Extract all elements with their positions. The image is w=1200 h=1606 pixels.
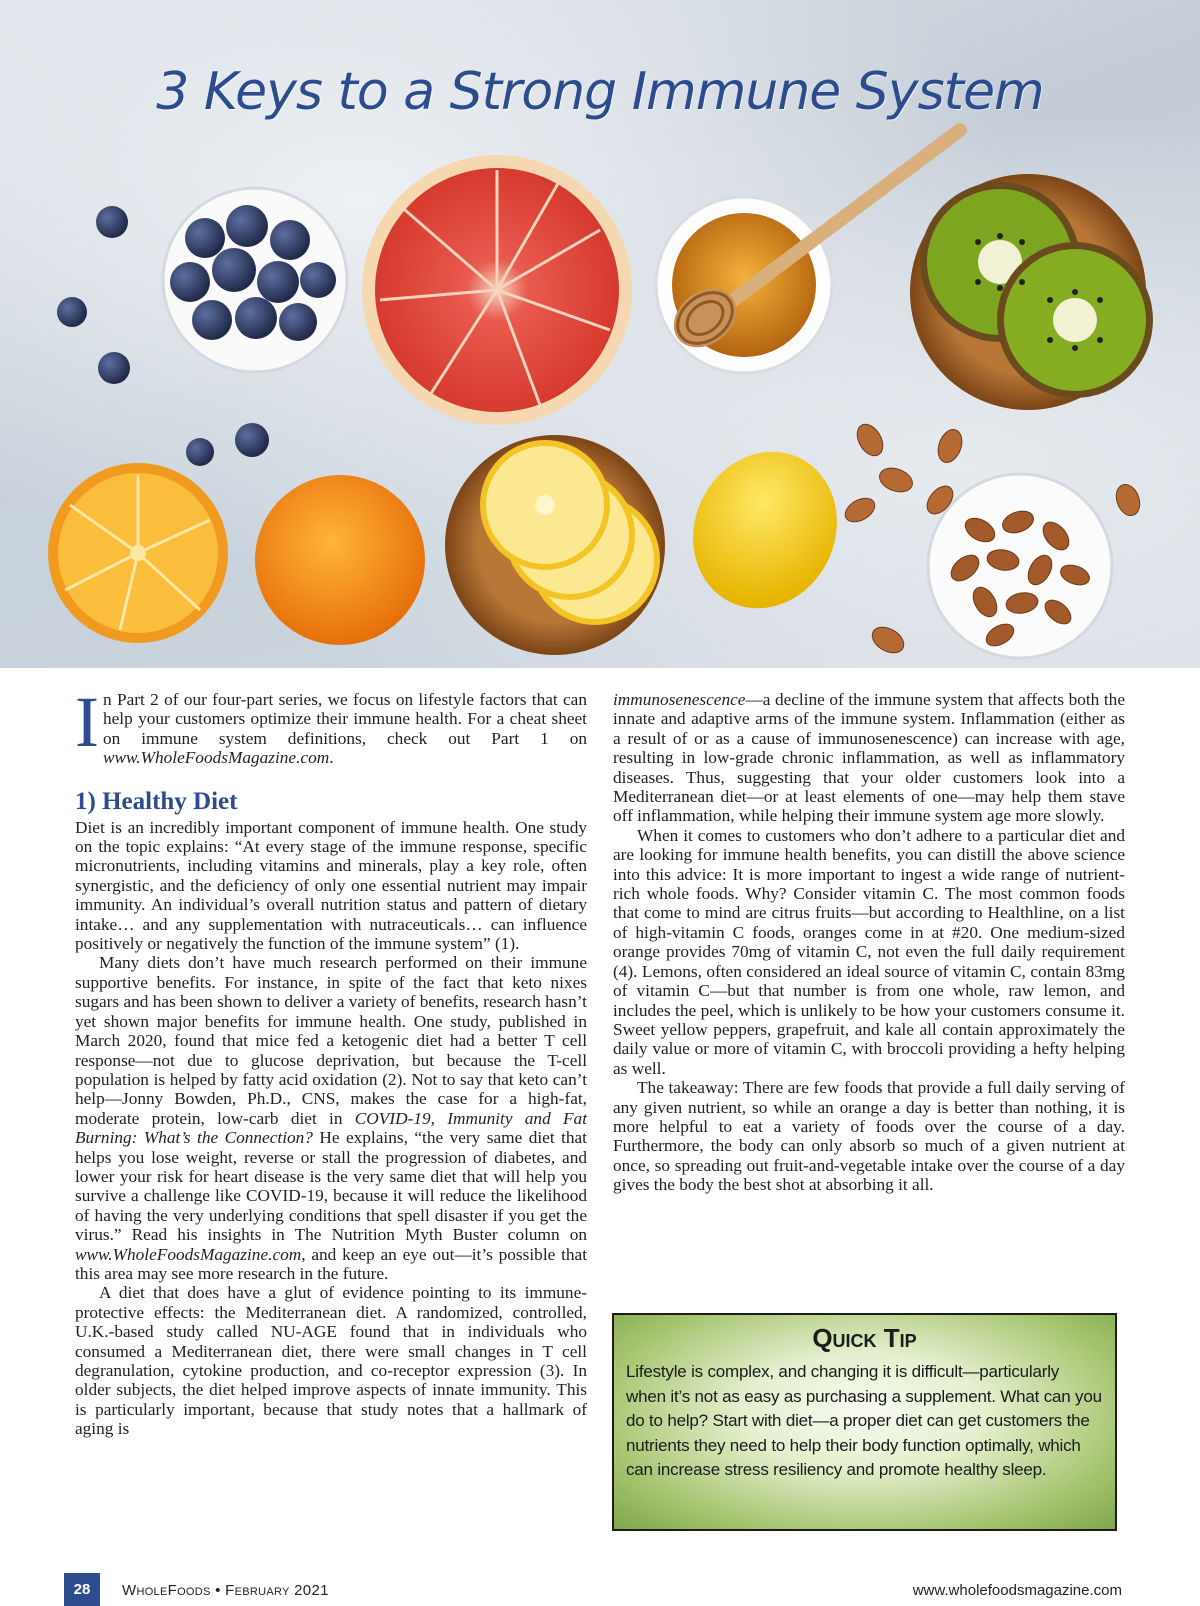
publication-line: WholeFoods • February 2021 <box>122 1582 329 1599</box>
whole-orange <box>255 475 425 645</box>
hero-photo <box>0 0 1200 668</box>
orange-half <box>48 463 228 643</box>
footer-url-link[interactable]: www.wholefoodsmagazine.com <box>912 1582 1122 1599</box>
drop-cap: I <box>75 682 99 762</box>
right-paragraph-1: immunosenescence—a decline of the immune system that affects both the innate and adaptive arms of the immune system. Inflammation (either as a result of or as a cause of immunosenescence) can increase with age, resulting in low-grade chronic inflammation, as well as inflammatory diseases. Thus, suggesting that your older customers look into a Mediterranean diet—or at least elements of one—may help them stave off inflammation, while helping their immune system age more slowly. <box>613 690 1125 826</box>
quick-tip-box <box>612 1313 1117 1531</box>
almond-bowl <box>841 420 1144 658</box>
diet-paragraph-1: Diet is an incredibly important component of immune health. One study on the topic explains: “At every stage of the immune response, specific micronutrients, including vitamins and minerals, play a key role, often synergistic, and the deficiency of only one essential nutrient may impair immunity. An individual’s overall nutrition status and pattern of dietary intake… and any supplementation with nutraceuticals… can influence positively or negatively the function of the immune system” (1). <box>75 817 587 954</box>
diet-paragraph-2: Many diets don’t have much research performed on their immune supportive benefits. For instance, in spite of the fact that keto nixes sugars and has been shown to deliver a variety of benefits, research hasn’t yet shown major benefits for immune health. One study, published in March 2020, found that mice fed a ketogenic diet had a better T cell response—not due to glucose deprivation, but because the T-cell population is helped by fatty acid oxidation (2). Not to say that keto can’t help—Jonny Bowden, Ph.D., CNS, makes the case for a high-fat, moderate protein, low-carb diet in COVID-19, Immunity and Fat Burning: What’s the Connection? He explains, “the very same diet that helps you lose weight, reverse or stall the progression of diabetes, and lower your risk for heart disease is the very same diet that will help you survive a challenge like COVID-19, because it will reduce the likelihood of having the very underlying conditions that spell disaster if you get the virus.” Read his insights in The Nutrition Myth Buster column on www.WholeFoodsMagazine.com, and keep an eye out—it’s possible that this area may see more research in the future. <box>75 953 587 1283</box>
right-paragraph-2: When it comes to customers who don’t adhere to a particular diet and are looking for immune health benefits, you can distill the above science into this advice: It is more important to ingest a wide range of nutrient-rich whole foods. Why? Consider vitamin C. The most common foods that come to mind are citrus fruits—but according to Healthline, on a list of high-vitamin C foods, oranges come in at #20. One medium-sized orange provides 70mg of vitamin C, not even the full daily requirement (4). Lemons, often considered an ideal source of vitamin C, contain 83mg of vitamin C—but that number is from one whole, raw lemon, and includes the peel, which is unlikely to be how your customers consume it. Sweet yellow peppers, grapefruit, and kale all contain approximately the daily value or more of vitamin C, with broccoli providing a hefty helping as well. <box>613 825 1125 1078</box>
intro-paragraph: In Part 2 of our four-part series, we focus on lifestyle factors that can help your customers optimize their immune health. For a cheat sheet on immune system definitions, check out Part 1 on www.WholeFoodsMagazine.com. <box>75 682 587 768</box>
section-heading-healthy-diet: 1) Healthy Diet <box>75 787 238 815</box>
whole-lemon <box>668 428 863 632</box>
website-link[interactable]: www.WholeFoodsMagazine.com <box>75 1244 302 1264</box>
quick-tip-text: Lifestyle is complex, and changing it is difficult—particularly when it’s not as easy as purchasing a supplement. What can you do to help? Start with diet—a proper diet can get customers the nutrients they need to help their body function optimally, which can increase stress resiliency and promote healthy sleep. <box>626 1362 1102 1479</box>
article-title: 3 Keys to a Strong Immune System <box>156 62 1044 122</box>
quick-tip-title: Quick Tip <box>812 1323 917 1353</box>
article-column-left <box>75 682 587 1439</box>
right-paragraph-3: The takeaway: There are few foods that provide a full daily serving of any given nutrient, so while an orange a day is better than nothing, it is more helpful to eat a variety of foods over the course of a day. Furthermore, the body can only absorb so much of a given nutrient at once, so spreading out fruit-and-vegetable intake over the course of a day gives the body the best shot at absorbing it all. <box>613 1078 1125 1195</box>
website-link[interactable]: www.WholeFoodsMagazine.com <box>102 748 330 768</box>
book-title: COVID-19, Immunity and Fat Burning: What’s the Connection? <box>75 1108 587 1148</box>
blueberry-bowl <box>57 188 347 466</box>
grapefruit-half <box>362 155 632 425</box>
term-immunosenescence: immunosenescence <box>613 690 746 709</box>
diet-paragraph-3: A diet that does have a glut of evidence pointing to its immune-protective effects: the Mediterranean diet. A randomized, controlled, U.K.-based study called NU-AGE found that in individuals who consumed a Mediterranean diet, there were small changes in T cell degranulation, cytokine production, and co-receptor expression (3). In older subjects, the diet helped improve aspects of innate immunity. This is particularly important, because that study notes that a hallmark of aging is <box>75 1283 587 1439</box>
honey-bowl <box>656 130 960 373</box>
article-column-right <box>613 690 1125 1195</box>
page-number: 28 <box>64 1573 100 1606</box>
kiwi-bowl <box>910 174 1153 410</box>
lemon-slice-bowl <box>445 435 665 655</box>
